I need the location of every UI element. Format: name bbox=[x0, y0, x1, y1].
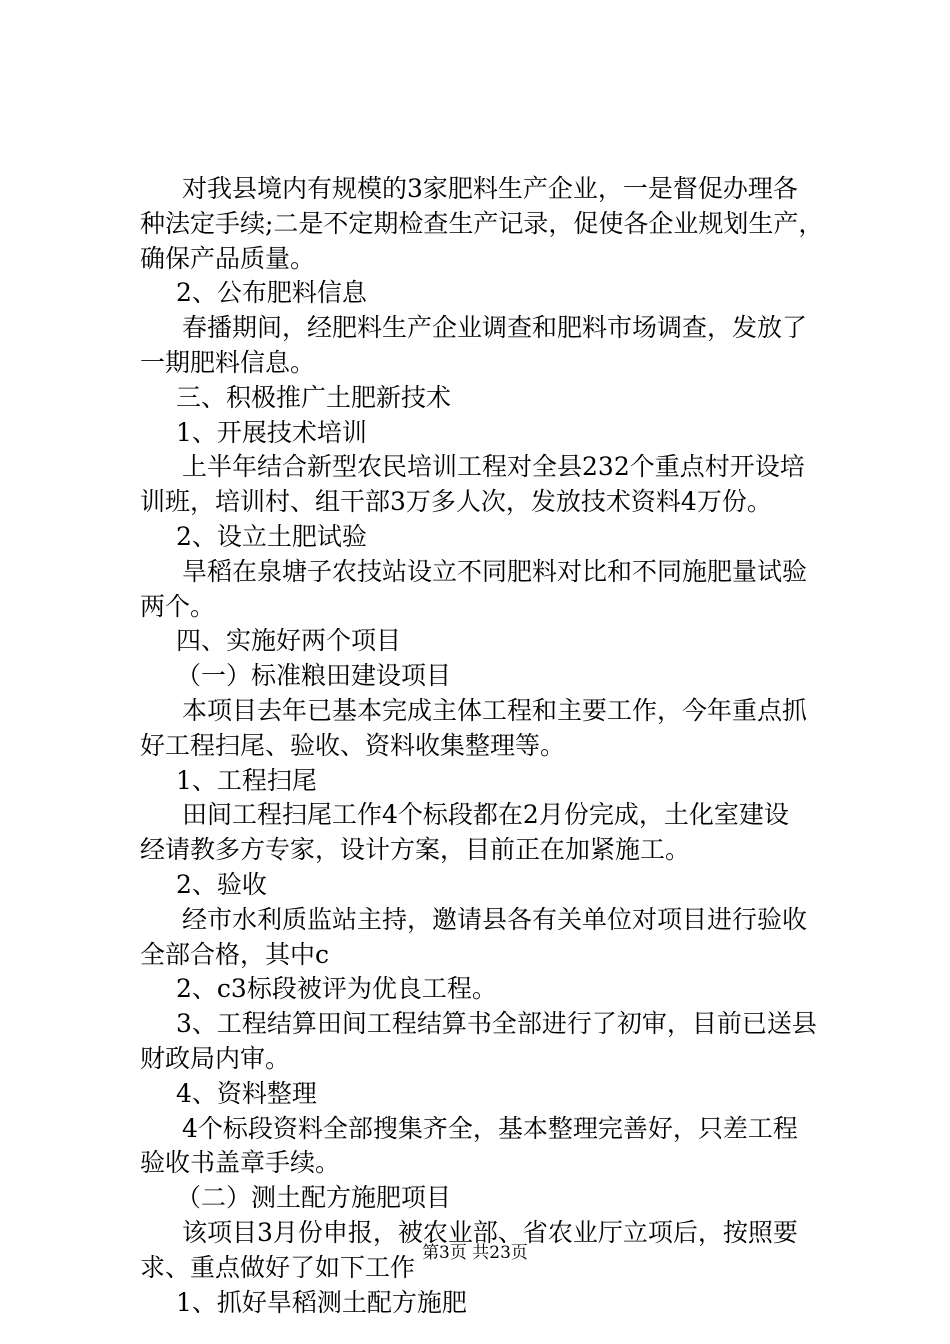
paragraph-line: 训班，培训村、组干部3万多人次，发放技术资料4万份。 bbox=[140, 487, 772, 517]
section-heading: 2、验收 bbox=[176, 869, 267, 899]
paragraph-line: 本项目去年已基本完成主体工程和主要工作，今年重点抓 bbox=[182, 695, 808, 725]
paragraph-line: 确保产品质量。 bbox=[140, 243, 316, 273]
paragraph-line: 一期肥料信息。 bbox=[140, 347, 316, 377]
paragraph-line: 上半年结合新型农民培训工程对全县232个重点村开设培 bbox=[182, 452, 805, 482]
section-heading: 三、积极推广土肥新技术 bbox=[176, 382, 452, 412]
paragraph-line: 该项目3月份申报，被农业部、省农业厅立项后，按照要 bbox=[182, 1217, 798, 1247]
section-heading: 2、设立土肥试验 bbox=[176, 521, 367, 551]
section-heading: 四、实施好两个项目 bbox=[176, 626, 402, 656]
paragraph-line: 好工程扫尾、验收、资料收集整理等。 bbox=[140, 730, 566, 760]
paragraph-line: 经市水利质监站主持，邀请县各有关单位对项目进行验收 bbox=[182, 904, 808, 934]
paragraph-line: 4个标段资料全部搜集齐全，基本整理完善好，只差工程 bbox=[182, 1113, 798, 1143]
section-heading: 2、公布肥料信息 bbox=[176, 278, 367, 308]
paragraph-line: 财政局内审。 bbox=[140, 1043, 291, 1073]
section-heading: 1、抓好旱稻测土配方施肥 bbox=[176, 1287, 467, 1317]
paragraph-line: 求、重点做好了如下工作 bbox=[140, 1252, 416, 1282]
paragraph-line: 两个。 bbox=[140, 591, 216, 621]
page-number-footer: 第3页 共23页 bbox=[422, 1243, 528, 1263]
paragraph-line: 验收书盖章手续。 bbox=[140, 1148, 341, 1178]
paragraph-line: 对我县境内有规模的3家肥料生产企业，一是督促办理各 bbox=[182, 174, 798, 203]
section-heading: 1、开展技术培训 bbox=[176, 417, 367, 447]
paragraph-line: 经请教多方专家，设计方案，目前正在加紧施工。 bbox=[140, 835, 691, 865]
section-heading: （一）标准粮田建设项目 bbox=[176, 661, 452, 691]
section-heading: 4、资料整理 bbox=[176, 1078, 317, 1108]
paragraph-line: 田间工程扫尾工作4个标段都在2月份完成，土化室建设 bbox=[182, 800, 789, 830]
section-heading: 1、工程扫尾 bbox=[176, 765, 317, 795]
paragraph-line: 3、工程结算田间工程结算书全部进行了初审，目前已送县 bbox=[176, 1009, 817, 1039]
paragraph-line: 旱稻在泉塘子农技站设立不同肥料对比和不同施肥量试验 bbox=[182, 556, 808, 586]
paragraph-line: 种法定手续;二是不定期检查生产记录，促使各企业规划生产， bbox=[140, 208, 824, 238]
paragraph-line: 全部合格，其中c bbox=[140, 939, 330, 969]
document-body bbox=[140, 172, 830, 1320]
section-heading: （二）测土配方施肥项目 bbox=[176, 1183, 452, 1213]
paragraph-line: 2、c3标段被评为优良工程。 bbox=[176, 974, 497, 1004]
paragraph-line: 春播期间，经肥料生产企业调查和肥料市场调查，发放了 bbox=[182, 313, 808, 343]
